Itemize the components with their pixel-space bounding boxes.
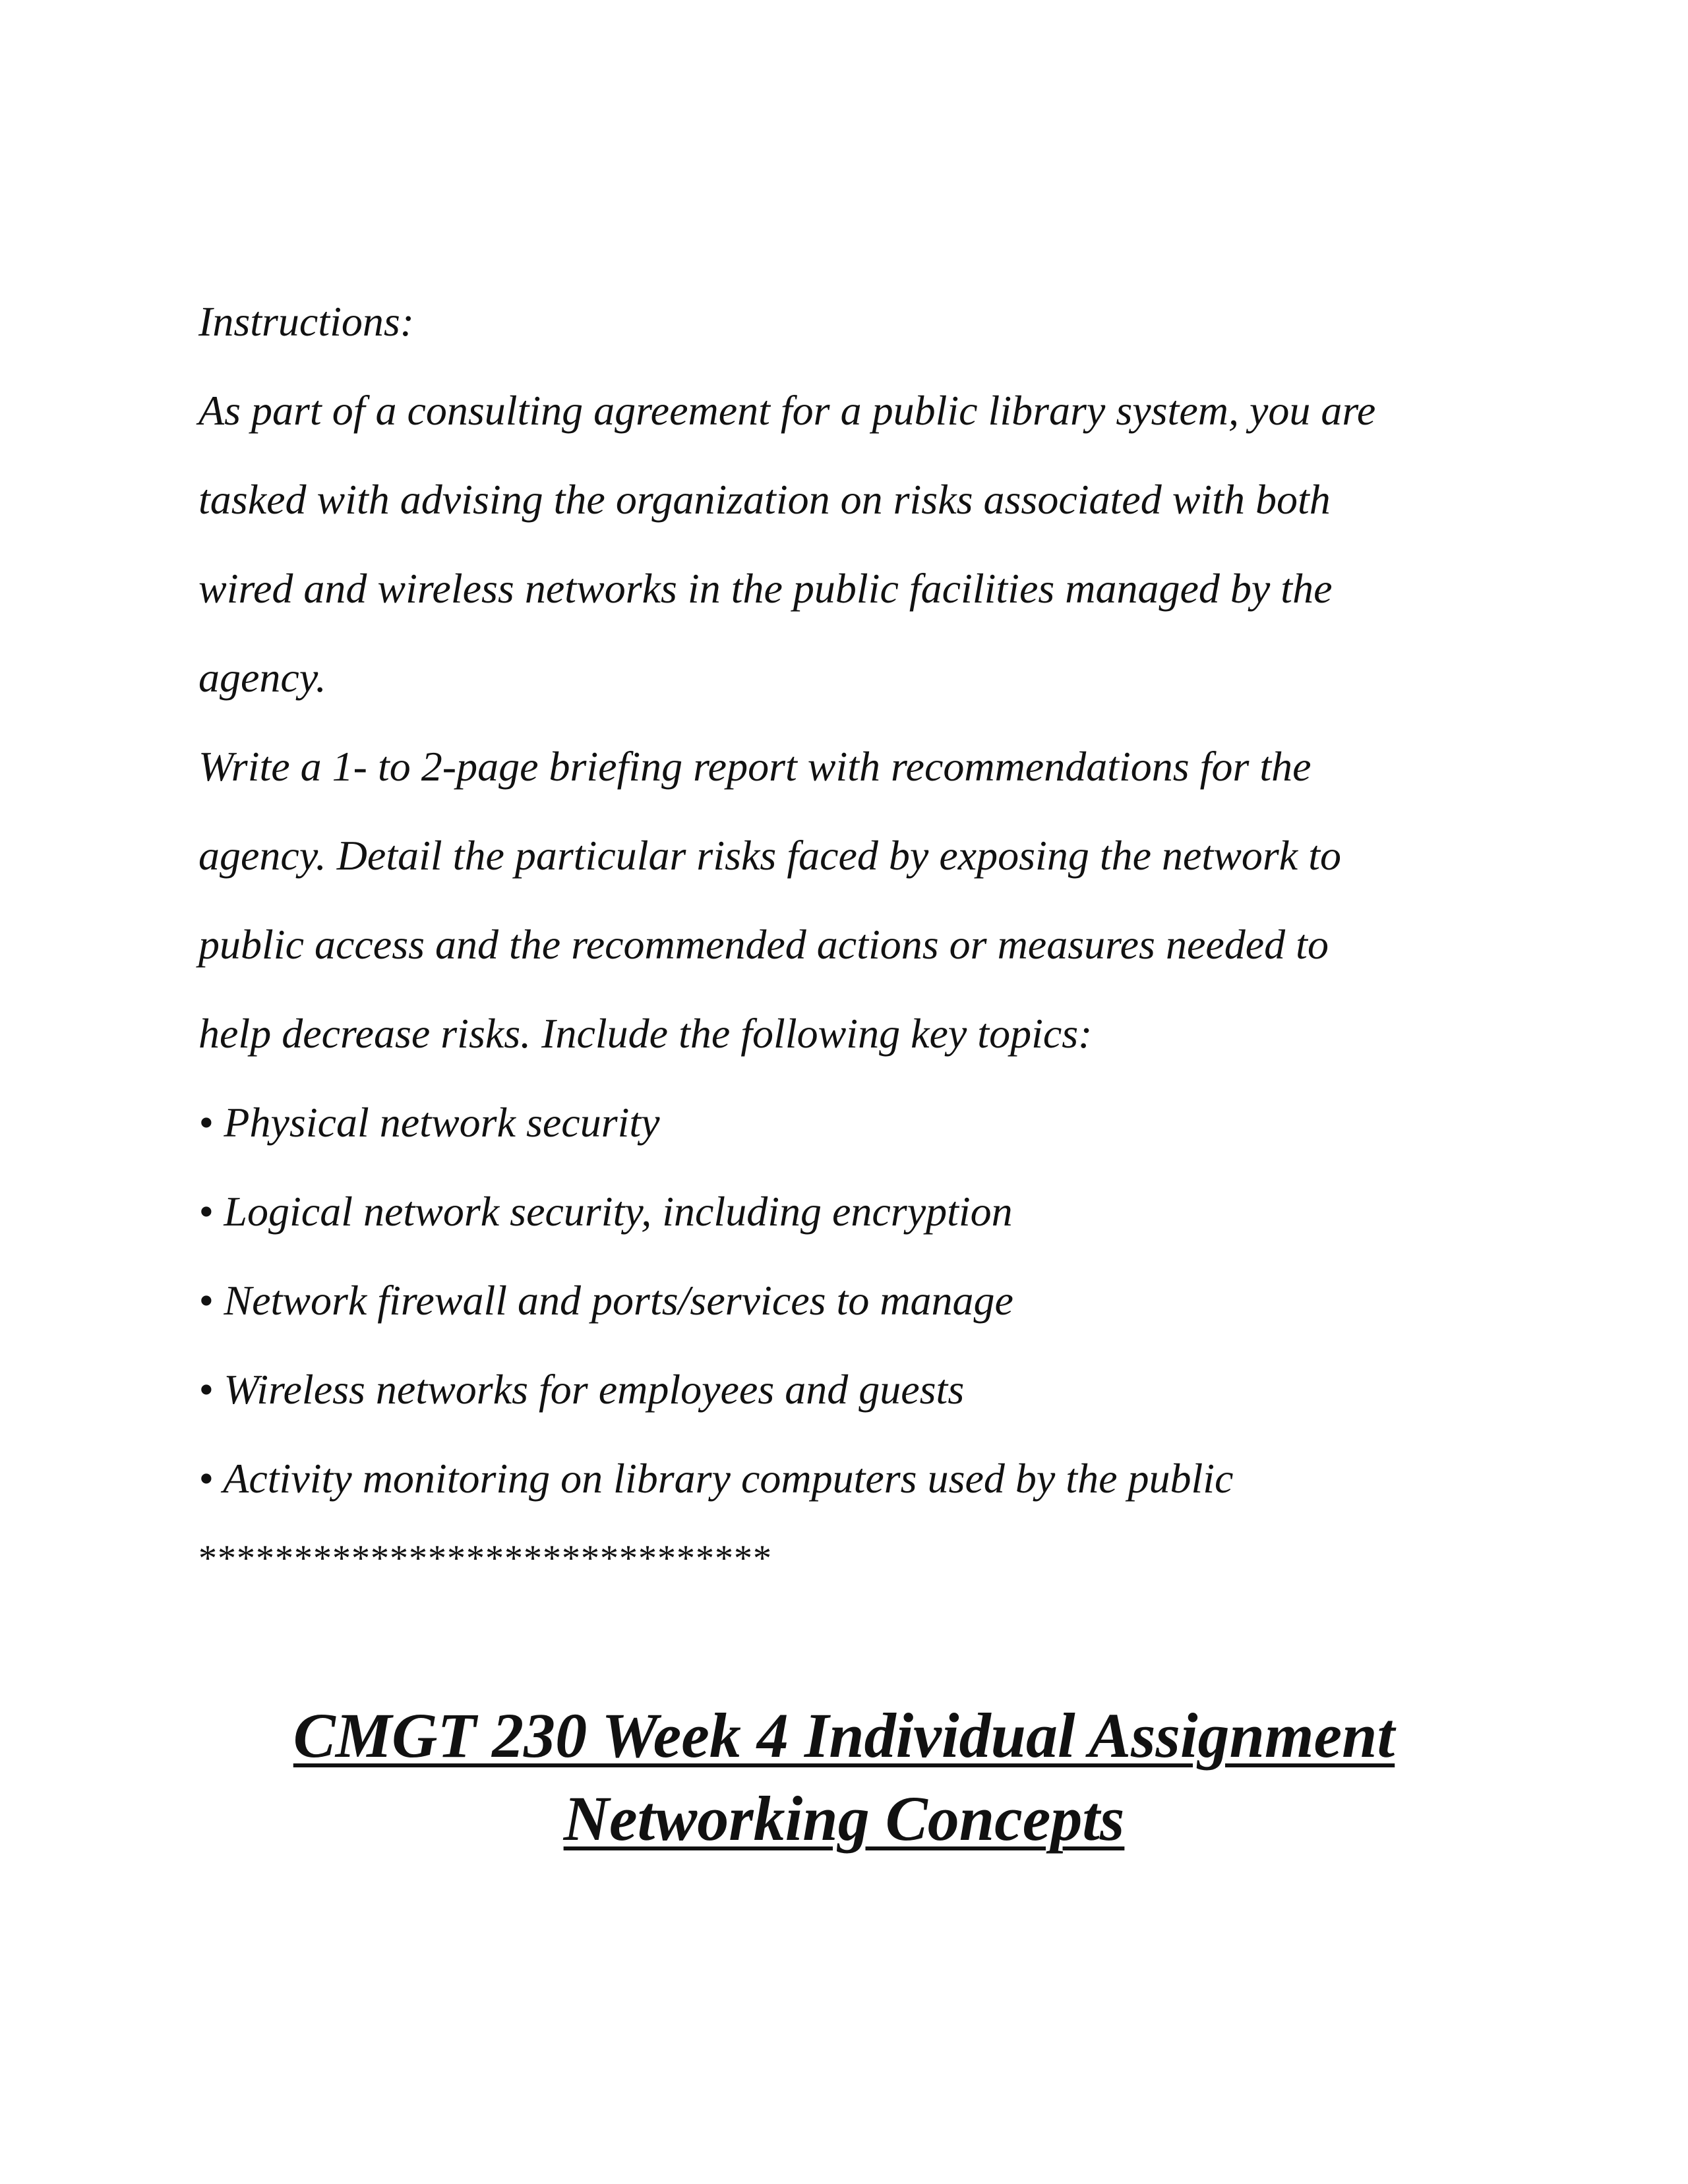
instructions-heading: Instructions: [198, 298, 415, 345]
instructions-line: help decrease risks. Include the following key topics: [198, 1010, 1093, 1057]
instructions-line: wired and wireless networks in the public facilities managed by the [198, 565, 1333, 612]
topic-bullet: • Wireless networks for employees and guests [198, 1366, 965, 1413]
instructions-line: public access and the recommended actions or measures needed to [198, 921, 1329, 968]
topic-bullet: • Logical network security, including encryption [198, 1188, 1013, 1235]
instructions-block [198, 277, 1517, 1523]
document-title [0, 1694, 1688, 1860]
topic-bullet: • Activity monitoring on library computers used by the public [198, 1455, 1234, 1502]
instructions-line: Write a 1- to 2-page briefing report with recommendations for the [198, 743, 1311, 790]
instructions-line: agency. Detail the particular risks faced by exposing the network to [198, 832, 1341, 879]
topic-bullet: • Network firewall and ports/services to manage [198, 1277, 1013, 1324]
title-line-course: CMGT 230 Week 4 Individual Assignment [293, 1700, 1395, 1771]
instructions-line: As part of a consulting agreement for a public library system, you are [198, 387, 1376, 434]
topic-bullet: • Physical network security [198, 1099, 660, 1146]
instructions-line: agency. [198, 654, 326, 701]
asterisk-divider: ****************************** [198, 1538, 772, 1579]
title-line-topic: Networking Concepts [563, 1783, 1125, 1854]
instructions-line: tasked with advising the organization on risks associated with both [198, 476, 1331, 523]
